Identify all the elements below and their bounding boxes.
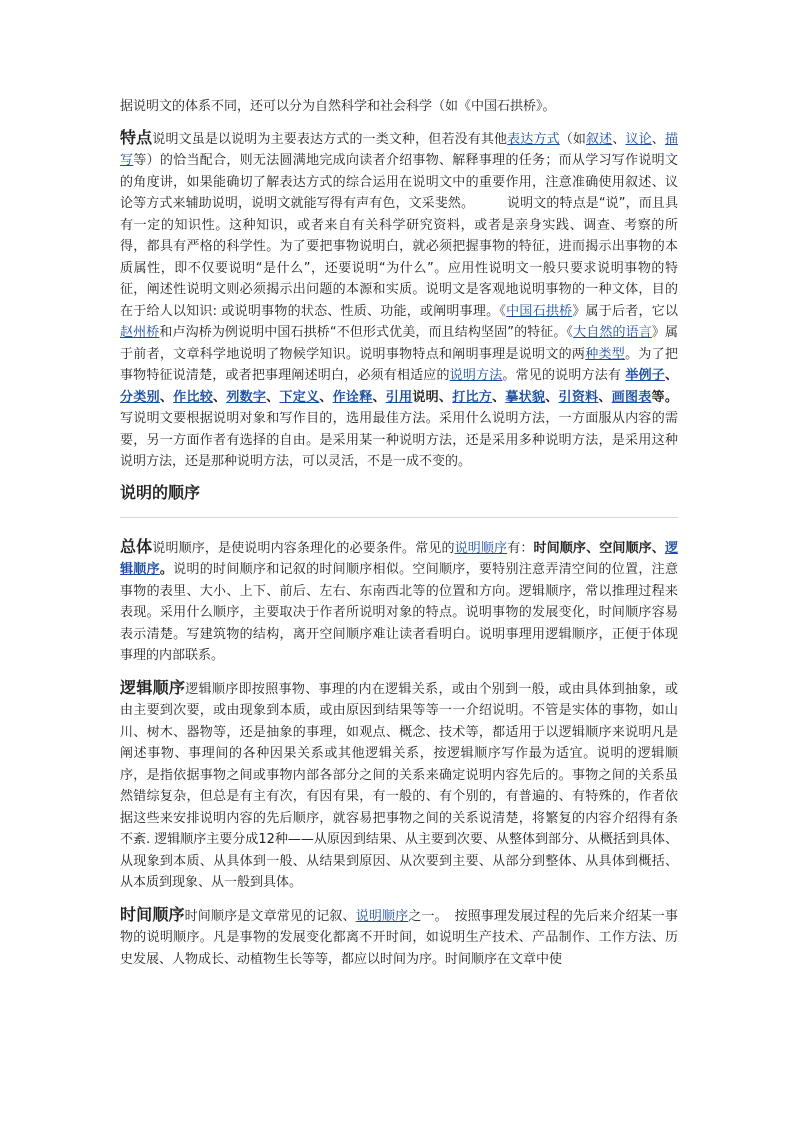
logic-lead: 逻辑顺序 bbox=[120, 677, 186, 697]
link-hualutubiao[interactable]: 画图表 bbox=[611, 389, 652, 405]
separator: 说明、 bbox=[412, 389, 453, 405]
text: 有： bbox=[507, 540, 534, 556]
bold-text: 时间顺序、空间顺序、 bbox=[533, 540, 665, 556]
text: 之一。 按照事理发展过程的先后来介绍某一事物的说明顺序。凡是事物的发展变化都离不开时间，如说明生产技术、产品制作、工作方法、历史发展、人物成长、动植物生长等等，都应以时间为序。时间顺序在文章中使 bbox=[120, 908, 678, 967]
separator: 等。 bbox=[651, 389, 678, 405]
separator: 、 bbox=[372, 389, 386, 405]
features-paragraph bbox=[120, 127, 678, 473]
separator: 、 bbox=[159, 389, 174, 405]
text: 、 bbox=[651, 131, 665, 147]
separator: 、 bbox=[266, 389, 280, 405]
time-paragraph bbox=[120, 904, 678, 971]
features-lead: 特点 bbox=[120, 127, 153, 147]
link-yinyong[interactable]: 引用 bbox=[385, 389, 413, 405]
link-daziran-de-yuyan[interactable]: 大自然的语言 bbox=[573, 325, 652, 340]
overview-lead: 总体 bbox=[120, 536, 153, 556]
separator: 、 bbox=[492, 389, 506, 405]
text: 说明的时间顺序和记叙的时间顺序相似。空间顺序，要特别注意弄清空间的位置，注意事物的表里、大小、上下、前后、左右、东南西北等的位置和方向。逻辑顺序，常以推理过程来表现。采用什么顺序，主要取决于作者所说明对象的特点。说明事物的发展变化，时间顺序容易表示清楚。写建筑物的结构，离开空间顺序难让读者看明白。说明事理用逻辑顺序，正便于体现事理的内部联系。 bbox=[120, 562, 678, 663]
logic-paragraph bbox=[120, 677, 678, 894]
text: 说明文虽是以说明为主要表达方式的一类文种，但若没有其他 bbox=[152, 131, 508, 147]
link-xiadingyi[interactable]: 下定义 bbox=[279, 389, 320, 405]
link-juli[interactable]: 举例子 bbox=[625, 368, 665, 383]
link-mozhuangmao[interactable]: 摹状貌 bbox=[505, 389, 546, 405]
section-heading: 说明的顺序 bbox=[120, 482, 201, 502]
link-yilun[interactable]: 议论 bbox=[625, 131, 652, 147]
text: 逻辑顺序即按照事物、事理的内在逻辑关系，或由个别到一般，或由具体到抽象，或由主要到次要，或由现象到本质，或由原因到结果等等一一介绍说明。不管是实体的事物，如山川、树木、器物等，还是抽象的事理，如观点、概念、技术等，都适用于以逻辑顺序来说明凡是阐述事物、事理间的各种因果关系或其他逻辑关系，按逻辑顺序写作最为适宜。说明的逻辑顺序，是指依据事物之间或事物内部各部分之间的关系来确定说明内容先后的。事物之间的关系虽然错综复杂，但总是有主有次，有因有果，有一般的、有个别的，有普遍的、有特殊的，作者依据这些来安排说明内容的先后顺序，就容易把事物之间的关系说清楚，将繁复的内容介绍得有条不紊. 逻辑顺序主要分成12种——从原因到结果、从主要到次要、从整体到部分、从概括到具体、从现象到本质、从具体到一般、从结果到原因、从次要到主要、从部分到整体、从具体到概括、从本质到现象、从一般到具体。 bbox=[120, 681, 678, 890]
text: 。为了把事物特征说清楚，或者把事理阐述明白，必须有相适应的 bbox=[120, 346, 678, 383]
link-zhongguo-shigongqiao[interactable]: 中国石拱桥 bbox=[506, 303, 573, 319]
bold-text: 。 bbox=[159, 562, 174, 577]
link-shuoming-shunxu-2[interactable]: 说明顺序 bbox=[355, 908, 409, 924]
link-zhonglei[interactable]: 种类型 bbox=[585, 346, 626, 362]
text: 》属于前者，文章科学地说明了物候学知识。说明事物特点和阐明事理是说明文的两 bbox=[120, 325, 678, 362]
link-shuoming-fangfa[interactable]: 说明方法 bbox=[449, 368, 503, 383]
link-shuoming-shunxu[interactable]: 说明顺序 bbox=[454, 540, 508, 556]
section-heading-block bbox=[120, 481, 678, 518]
text: 说明顺序，是使说明内容条理化的必要条件。常见的 bbox=[152, 540, 455, 556]
separator: 、 bbox=[664, 368, 678, 383]
link-zuobijiao[interactable]: 作比较 bbox=[173, 389, 214, 405]
link-dabifang[interactable]: 打比方 bbox=[452, 389, 493, 405]
link-luoji-shunxu[interactable]: 逻辑顺序 bbox=[120, 540, 678, 577]
separator: 、 bbox=[213, 389, 227, 405]
overview-paragraph bbox=[120, 536, 678, 667]
document-page bbox=[120, 96, 678, 978]
link-xushu[interactable]: 叙述 bbox=[586, 131, 613, 147]
link-zhaozhouqiao[interactable]: 赵州桥 bbox=[120, 325, 160, 340]
intro-paragraph bbox=[120, 96, 678, 118]
separator: 、 bbox=[545, 389, 559, 405]
intro-text: 据说明文的体系不同，还可以分为自然科学和社会科学（如《中国石拱桥》。 bbox=[120, 99, 556, 114]
link-yinziliao[interactable]: 引资料 bbox=[558, 389, 599, 405]
text: 。常见的说明方法有 bbox=[502, 368, 626, 383]
text: 、 bbox=[612, 131, 626, 147]
text: 时间顺序是文章常见的记叙、 bbox=[184, 908, 356, 924]
text: 和卢沟桥为例说明中国石拱桥“不但形式优美，而且结构坚固”的特征。《 bbox=[159, 325, 574, 340]
text: 写说明文要根据说明对象和写作目的，选用最佳方法。采用什么说明方法，一方面服从内容的需要，另一方面作者有选择的自由。是采用某一种说明方法，还是采用多种说明方法，是采用这种说明方法，还是那种说明方法，可以灵活，不是一成不变的。 bbox=[120, 411, 678, 469]
link-miaoxie[interactable]: 描写 bbox=[120, 131, 678, 168]
link-fenleibie[interactable]: 分类别 bbox=[120, 389, 160, 405]
time-lead: 时间顺序 bbox=[120, 904, 185, 924]
separator: 、 bbox=[598, 389, 612, 405]
text: 》属于后者，它以 bbox=[572, 303, 678, 319]
text: 等）的恰当配合，则无法圆满地完成向读者介绍事物、解释事理的任务；而从学习写作说明文的角度讲，如果能确切了解表达方式的综合运用在说明文中的重要作用，注意准确使用叙述、议论等方式来辅助说明，说明文就能写得有声有色，文采斐然。 说明文的特点是“说”，而且具有一定的知识性。这种知识，或者来自有关科学研究资料，或者是亲身实践、调查、考察的所得，都具有严格的科学性。为了要把事物说明白，就必须把握事物的特征，进而揭示出事物的本质属性，即不仅要说明“是什么”，还要说明“为什么”。应用性说明文一般只要求说明事物的特征，阐述性说明文则必须揭示出问题的本源和实质。说明文是客观地说明事物的一种文体，目的在于给人以知识: 或说明事物的状态、性质、功能，或阐明事理。《 bbox=[120, 153, 678, 319]
link-lieshuzi[interactable]: 列数字 bbox=[226, 389, 267, 405]
link-zuoquanshi[interactable]: 作诠释 bbox=[332, 389, 373, 405]
text: （如 bbox=[559, 131, 587, 147]
separator: 、 bbox=[319, 389, 333, 405]
link-biaoda-fangshi[interactable]: 表达方式 bbox=[507, 131, 560, 147]
